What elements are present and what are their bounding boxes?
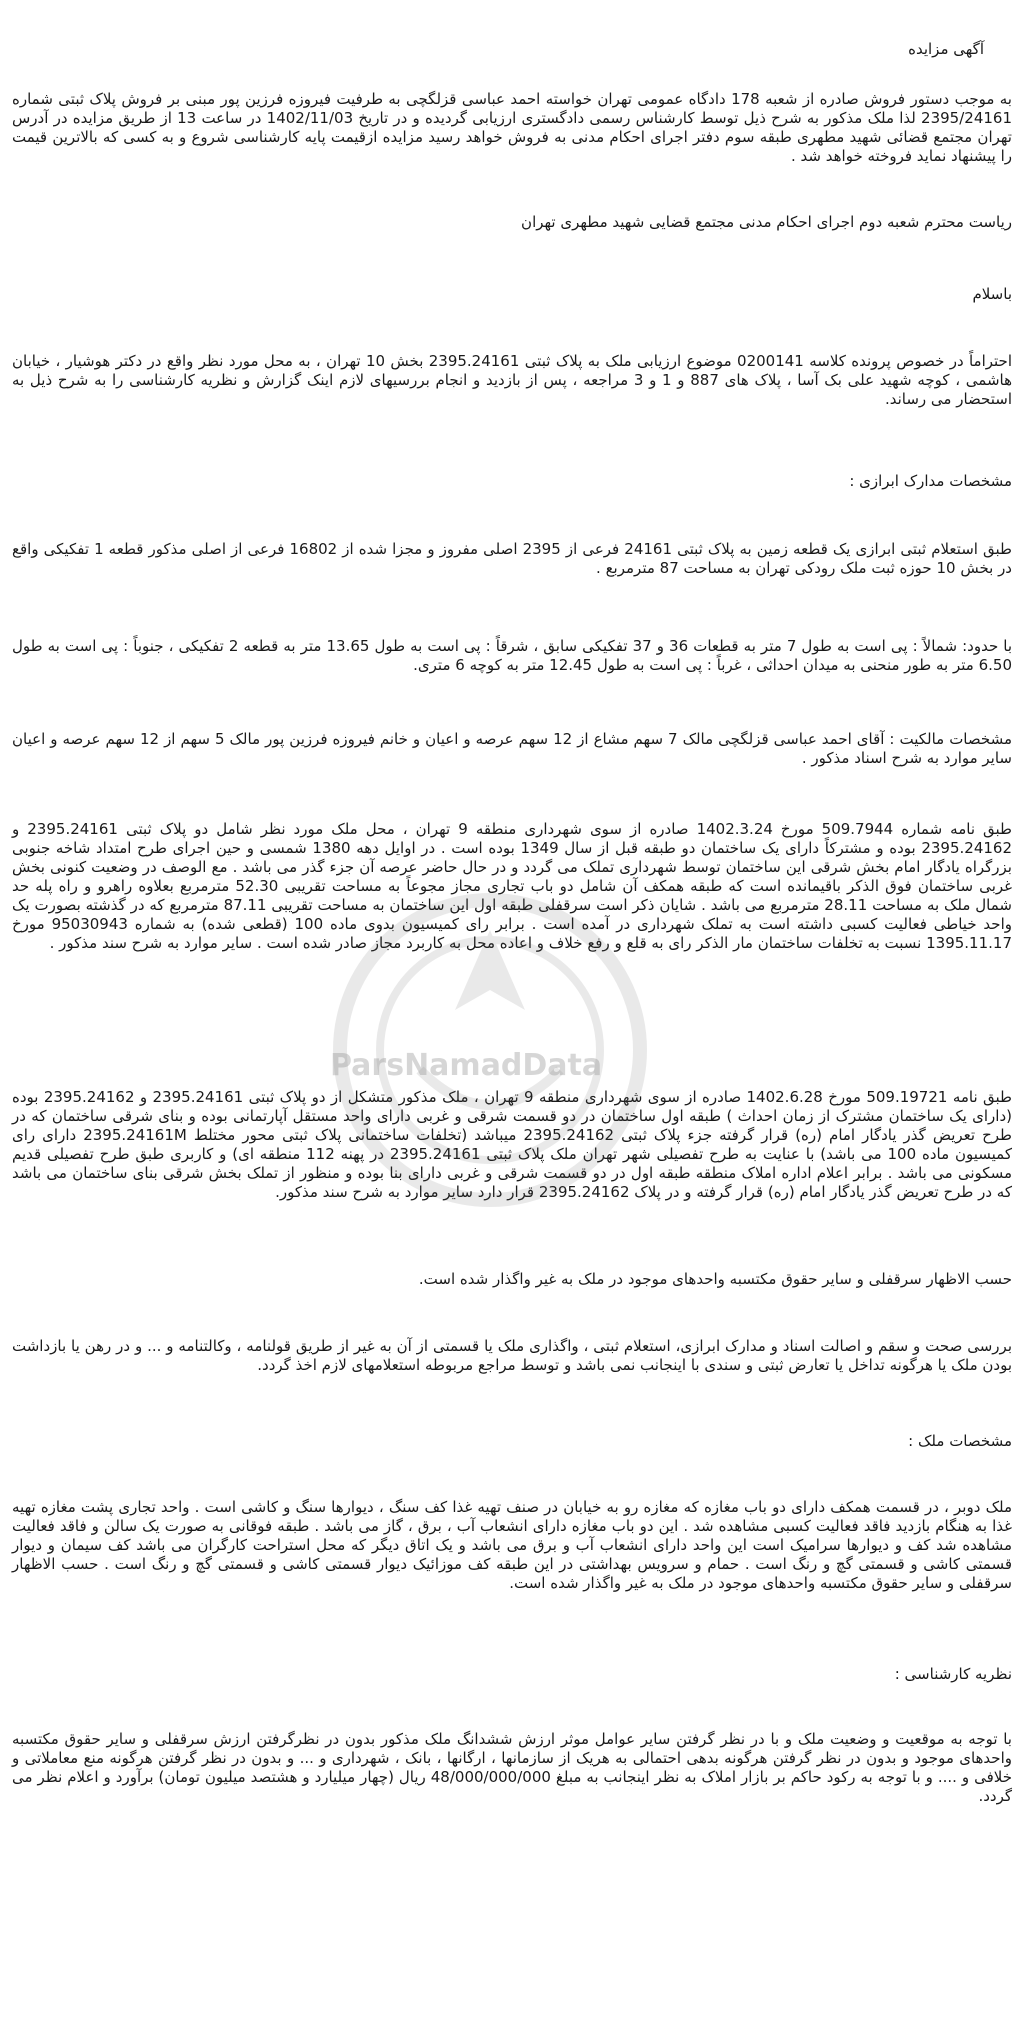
documents-heading: مشخصات مدارک ابرازی :: [849, 472, 1012, 490]
notice-title: آگهی مزایده: [908, 40, 984, 58]
boundaries-paragraph: با حدود: شمالاً : پی است به طول 7 متر به قطعات 36 و 37 تفکیکی سابق ، شرقاً : پی است به طول 13.65 متر به قطعه 2 تفکیکی ، جنوباً : پی است به طول 6.50 متر به طور منحنی به میدان احداثی ، غرباً : پی است به طول 12.45 متر به کوچه 6 متری.: [12, 637, 1013, 674]
expert-opinion-heading: نظریه کارشناسی :: [894, 1665, 1012, 1683]
case-paragraph: احتراماً در خصوص پرونده کلاسه 0200141 موضوع ارزیابی ملک به پلاک ثبتی 2395.24161 بخش 10 تهران ، به محل مورد نظر واقع در دکتر هوشیار ، خیابان هاشمی ، کوچه شهید علی بک آسا ، پلاک های 887 و 1 و 3 مراجعه ، پس از بازدید و انجام بررسیهای لازم اینک گزارش و نظریه کارشناسی را به شرح ذیل به استحضار می رساند.: [12, 352, 1013, 408]
intro-paragraph: به موجب دستور فروش صادره از شعبه 178 دادگاه عمومی تهران خواسته احمد عباسی قزلگچی به طرفیت فیروزه فرزین پور مبنی بر فروش پلاک ثبتی شماره 2395/24161 لذا ملک مذکور به شرح ذیل توسط کارشناس رسمی دادگستری ارزیابی گردیده و در تاریخ 1402/11/03 در ساعت 13 از طریق مزایده در آدرس تهران مجتمع قضائی شهید مطهری طبقه سوم دفتر اجرای احکام مدنی به فروش خواهد رسید مزایده ازقیمت پایه کارشناسی شروع و به کسی که بالاترین قیمت را پیشنهاد نماید فروخته خواهد شد .: [12, 90, 1012, 165]
municipality-letter-2-paragraph: طبق نامه 509.19721 مورخ 1402.6.28 صادره از سوی شهرداری منطقه 9 تهران ، ملک مذکور متشکل از دو پلاک ثبتی 2395.24161 و 2395.24162 بوده (دارای یک ساختمان مشترک از زمان احداث ) طبقه اول ساختمان در دو قسمت شرقی و غربی دارای واحد مستقل آپارتمانی بوده و بنای شرقی ساختمان که در طرح تعریض گذر یادگار امام (ره) قرار گرفته جزء پلاک ثبتی 2395.24162 میباشد (تخلفات ساختمانی پلاک ثبتی محور مختلط 2395.24161M دارای رای کمیسیون ماده 100 می باشد) با عنایت به طرح تفصیلی شهر تهران ملک پلاک ثبتی 2395.24161 در پهنه 112 منطقه ای) و کاربری طبق طرح تفصیلی قدیم مسکونی می باشد . برابر اعلام اداره املاک منطقه طبقه اول در دو قسمت شرقی و غربی دارای بنا بوده و منظور از تملک بخش شرقی بنای ساختمان می باشد که در طرح تعریض گذر یادگار امام (ره) قرار گرفته و در پلاک 2395.24162 قرار دارد سایر موارد به شرح سند مذکور.: [12, 1088, 1012, 1201]
greeting-line: باسلام: [972, 285, 1012, 303]
addressee-line: ریاست محترم شعبه دوم اجرای احکام مدنی مجتمع قضایی شهید مطهری تهران: [521, 213, 1012, 231]
municipality-letter-1-paragraph: طبق نامه شماره 509.7944 مورخ 1402.3.24 صادره از سوی شهرداری منطقه 9 تهران ، محل ملک مورد نظر شامل دو پلاک ثبتی 2395.24161 و 2395.24162 بوده و مشترکاً دارای یک ساختمان دو طبقه قبل از سال 1349 بوده است . در اوایل دهه 1380 شمسی و حین اجرای طرح امتداد شاخه جنوبی بزرگراه یادگار امام بخش شرقی این ساختمان توسط شهرداری تملک می گردد و در حال حاضر عرصه آن جزء گذر می باشد . مع الوصف در وضعیت کنونی بخش غربی ساختمان فوق الذکر باقیمانده است که طبقه همکف آن شامل دو باب تجاری مجاز مجوعاً به مساحت تقریبی 52.30 مترمربع بعلاوه راهرو و راه پله حد شمال ملک به مساحت 28.11 مترمربع می باشد . شایان ذکر است سرقفلی طبقه اول این ساختمان به مساحت تقریبی 87.11 مترمربع که در گذشته بصورت یک واحد خیاطی فعالیت کسبی داشته است به تملک شهرداری در آمده است . برابر رای کمیسیون بدوی ماده 100 (قطعی شده) به شماره 95030943 مورخ 1395.11.17 نسبت به تخلفات ساختمان مار الذکر رای به قلع و رفع خلاف و اعاده محل به کاربرد مجاز صادر شده است . سایر موارد به شرح سند مذکور .: [12, 820, 1013, 952]
document-review-paragraph: بررسی صحت و سقم و اصالت اسناد و مدارک ابرازی، استعلام ثبتی ، واگذاری ملک یا قسمتی از آن به غیر از طریق قولنامه ، وکالتنامه و ... و در رهن یا بازداشت بودن ملک یا هرگونه تداخل یا تعارض ثبتی و سندی با اینجانب نمی باشد و توسط مراجع مربوطه استعلامهای لازم اخذ گردد.: [12, 1337, 1012, 1374]
property-description-paragraph: ملک دوبر ، در قسمت همکف دارای دو باب مغازه که مغازه رو به خیابان در صنف تهیه غذا کف سنگ ، دیوارها سنگ و کاشی است . واحد تجاری پشت مغازه تهیه غذا به هنگام بازدید فاقد فعالیت کسبی مشاهده شد . این دو باب مغازه دارای انشعاب آب ، برق ، گاز می باشد . طبقه فوقانی به صورت یک سالن و فاقد فعالیت مشاهده شد کف و دیوارها سرامیک است این واحد دارای انشعاب آب و برق می باشد و یک اتاق دیگر که محل استراحت کارگران می باشد کف سیمان و دیوار قسمتی کاشی و قسمتی گچ و رنگ است . حمام و سرویس بهداشتی در این طبقه کف موزائیک دیوار قسمتی کاشی و قسمتی گچ و رنگ است . حسب الاظهار سرقفلی و سایر حقوق مکتسبه واحدهای موجود در ملک به غیر واگذار شده است.: [12, 1498, 1012, 1592]
ownership-paragraph: مشخصات مالکیت : آقای احمد عباسی قزلگچی مالک 7 سهم مشاع از 12 سهم عرصه و اعیان و خانم فیروزه فرزین پور مالک 5 سهم از 12 سهم عرصه و اعیان سایر موارد به شرح اسناد مذکور .: [12, 730, 1012, 767]
property-heading: مشخصات ملک :: [908, 1432, 1012, 1450]
goodwill-paragraph: حسب الاظهار سرقفلی و سایر حقوق مکتسبه واحدهای موجود در ملک به غیر واگذار شده است.: [418, 1270, 1012, 1288]
watermark-text: ParsNamadData: [330, 1048, 603, 1083]
expert-opinion-paragraph: با توجه به موقعیت و وضعیت ملک و با در نظر گرفتن سایر عوامل موثر ارزش ششدانگ ملک مذکور بدون در نظرگرفتن ارزش سرقفلی و سایر حقوق مکتسبه واحدهای موجود و بدون در نظر گرفتن هرگونه بدهی احتمالی به هریک از سازمانها ، ارگانها ، بانک ، شهرداری و ... و بدون در نظر گرفتن هرگونه منع معاملاتی و خلافی و .... و با توجه به رکود حاکم بر بازار املاک به نظر اینجانب به مبلغ 48/000/000/000 ریال (چهار میلیارد و هشتصد میلیون تومان) برآورد و اعلام نظر می گردد.: [12, 1730, 1012, 1805]
registry-inquiry-paragraph: طبق استعلام ثبتی ابرازی یک قطعه زمین به پلاک ثبتی 24161 فرعی از 2395 اصلی مفروز و مجزا شده از 16802 فرعی از اصلی مذکور قطعه 1 تفکیکی واقع در بخش 10 حوزه ثبت ملک رودکی تهران به مساحت 87 مترمربع .: [12, 540, 1012, 577]
